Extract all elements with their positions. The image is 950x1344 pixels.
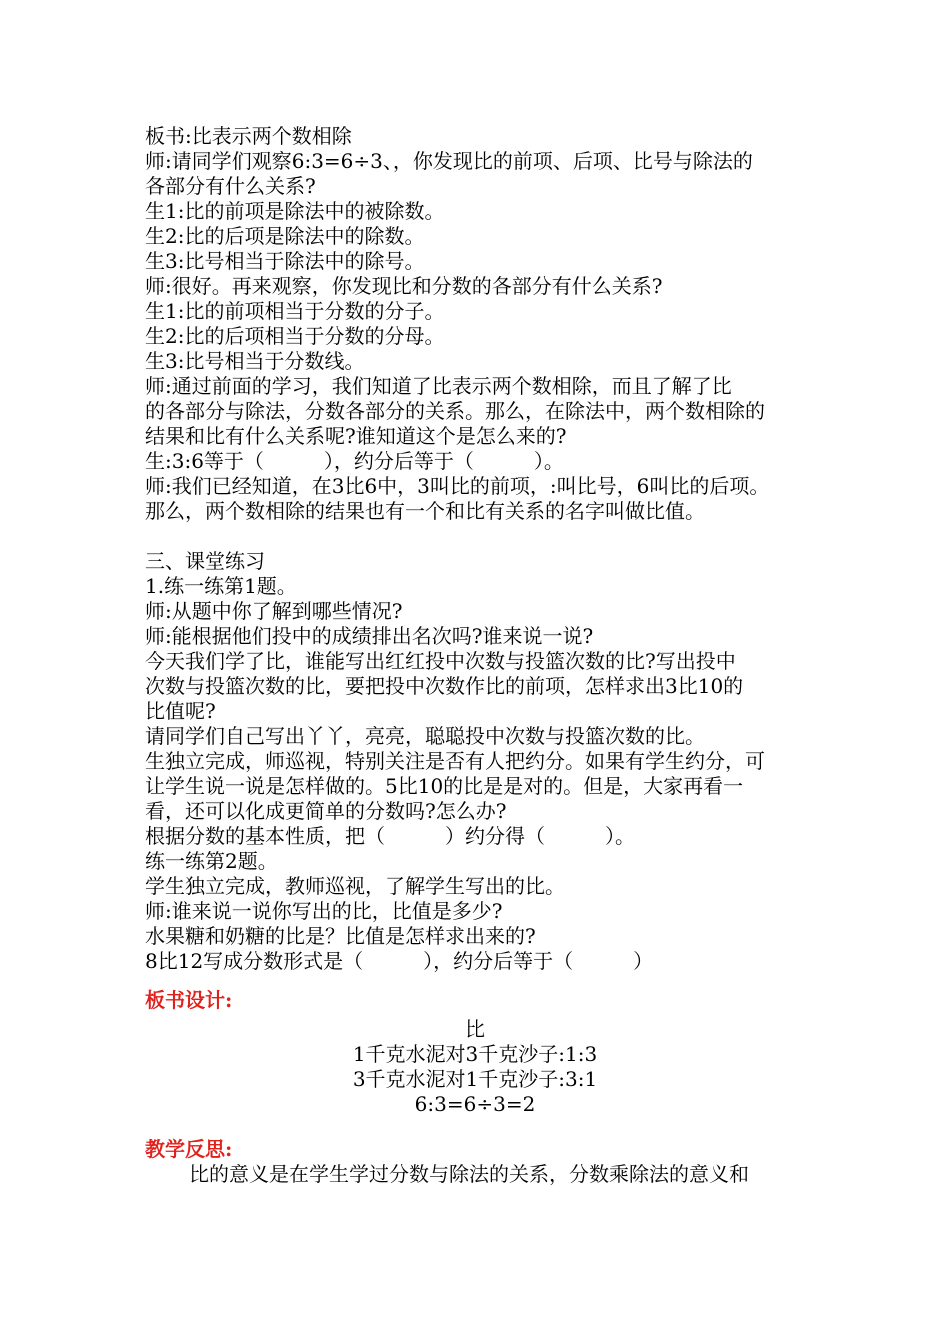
text-line: 师:我们已经知道，在3比6中，3叫比的前项，:叫比号，6叫比的后项。 xyxy=(145,474,770,498)
text-line: 师:谁来说一说你写出的比，比值是多少? xyxy=(145,899,503,923)
text-line: 次数与投篮次数的比，要把投中次数作比的前项，怎样求出3比10的 xyxy=(145,674,744,698)
text-line: 生独立完成，师巡视，特别关注是否有人把约分。如果有学生约分，可 xyxy=(145,749,765,773)
text-line: 生:3:6等于（ ），约分后等于（ ）。 xyxy=(145,449,564,473)
text-line: 师:请同学们观察6:3=6÷3、，你发现比的前项、后项、比号与除法的 xyxy=(145,149,753,173)
reflection-heading: 教学反思: xyxy=(145,1137,233,1161)
text-line: 生3:比号相当于除法中的除号。 xyxy=(145,249,425,273)
text-line: 结果和比有什么关系呢?谁知道这个是怎么来的? xyxy=(145,424,567,448)
text-line: 板书:比表示两个数相除 xyxy=(145,124,352,148)
classroom-practice xyxy=(145,549,825,974)
spacer xyxy=(145,524,825,549)
board-design-line: 1千克水泥对3千克沙子:1:3 xyxy=(352,1042,598,1066)
text-line: 那么，两个数相除的结果也有一个和比有关系的名字叫做比值。 xyxy=(145,499,705,523)
board-design-line: 3千克水泥对1千克沙子:3:1 xyxy=(352,1067,598,1091)
text-line: 比值呢? xyxy=(145,699,216,723)
text-line: 今天我们学了比，谁能写出红红投中次数与投篮次数的比?写出投中 xyxy=(145,649,736,673)
text-line: 看，还可以化成更简单的分数吗?怎么办? xyxy=(145,799,507,823)
text-line: 根据分数的基本性质，把（ ）约分得（ ）。 xyxy=(145,824,635,848)
text-line: 生1:比的前项相当于分数的分子。 xyxy=(145,299,445,323)
text-line: 学生独立完成，教师巡视，了解学生写出的比。 xyxy=(145,874,565,898)
text-line: 生3:比号相当于分数线。 xyxy=(145,349,365,373)
text-line: 师:通过前面的学习，我们知道了比表示两个数相除，而且了解了比 xyxy=(145,374,732,398)
text-line: 各部分有什么关系? xyxy=(145,174,316,198)
text-line: 1.练一练第1题。 xyxy=(145,574,297,598)
text-line: 8比12写成分数形式是（ ），约分后等于（ ） xyxy=(145,949,654,973)
lesson-dialogue xyxy=(145,124,825,524)
text-line: 让学生说一说是怎样做的。5比10的比是是对的。但是，大家再看一 xyxy=(145,774,744,798)
text-line: 生2:比的后项是除法中的除数。 xyxy=(145,224,425,248)
board-design-heading: 板书设计: xyxy=(145,988,233,1012)
board-design-line: 6:3=6÷3=2 xyxy=(414,1092,536,1116)
text-line: 三、课堂练习 xyxy=(145,549,265,573)
board-design-title: 比 xyxy=(465,1017,485,1041)
text-line: 练一练第2题。 xyxy=(145,849,278,873)
text-line: 师:从题中你了解到哪些情况? xyxy=(145,599,403,623)
text-line: 师:能根据他们投中的成绩排出名次吗?谁来说一说? xyxy=(145,624,594,648)
text-line: 师:很好。再来观察，你发现比和分数的各部分有什么关系? xyxy=(145,274,663,298)
document-body xyxy=(145,124,825,1187)
reflection-text: 比的意义是在学生学过分数与除法的关系，分数乘除法的意义和 xyxy=(189,1162,749,1186)
text-line: 的各部分与除法，分数各部分的关系。那么，在除法中，两个数相除的 xyxy=(145,399,765,423)
text-line: 请同学们自己写出丫丫，亮亮，聪聪投中次数与投篮次数的比。 xyxy=(145,724,705,748)
text-line: 生1:比的前项是除法中的被除数。 xyxy=(145,199,445,223)
text-line: 生2:比的后项相当于分数的分母。 xyxy=(145,324,445,348)
text-line: 水果糖和奶糖的比是？比值是怎样求出来的? xyxy=(145,924,536,948)
